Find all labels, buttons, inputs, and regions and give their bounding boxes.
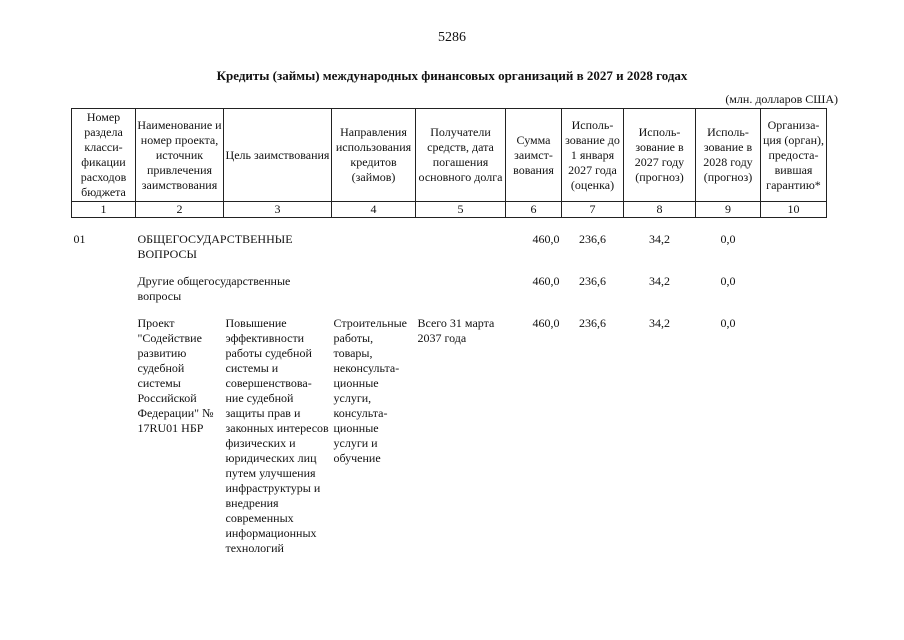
column-number: 10 (761, 202, 827, 218)
used-2028-cell: 0,0 (720, 274, 736, 288)
header-cell-4: Направления использования кредитов (займов) (332, 109, 416, 202)
header-row (72, 109, 827, 202)
column-number-row (72, 202, 827, 218)
header-cell-1: Номер раздела класси-фикации расходов бюджета (72, 109, 136, 202)
used-2028-cell: 0,0 (720, 232, 736, 246)
loans-table (71, 108, 827, 556)
header-cell-6: Сумма заимст-вования (506, 109, 562, 202)
used-2027-cell: 34,2 (649, 232, 670, 246)
header-cell-5: Получатели средств, дата погашения основного долга (416, 109, 506, 202)
amount-cell: 460,0 (532, 232, 560, 246)
header-cell-2: Наименование и номер проекта, источник привлечения заимствования (136, 109, 224, 202)
used-2027-cell: 34,2 (649, 316, 670, 330)
guarantor-cell (761, 274, 827, 304)
directions-cell (332, 274, 416, 304)
section-code: 01 (73, 232, 86, 246)
column-number: 6 (506, 202, 562, 218)
used-before-cell: 236,6 (579, 232, 606, 246)
table-row (72, 316, 827, 556)
recipients-cell (416, 232, 506, 262)
column-number: 3 (224, 202, 332, 218)
table-title: Кредиты (займы) международных финансовых организаций в 2027 и 2028 годах (216, 68, 688, 83)
recipients-cell: Всего 31 марта 2037 года (417, 316, 495, 345)
header-cell-9: Исполь-зование в 2028 году (прогноз) (696, 109, 761, 202)
header-cell-7: Исполь-зование до 1 января 2027 года (оценка) (562, 109, 624, 202)
section-code (72, 274, 136, 304)
directions-cell: Строительные работы, товары, неконсульта-ционные услуги, консульта-ционные услуги и обучение (333, 316, 407, 465)
section-code (72, 316, 136, 556)
table-row (72, 274, 827, 304)
units-note: (млн. долларов США) (725, 92, 838, 106)
project-name-cell: Проект "Содействие развитию судебной системы Российской Федерации" № 17RU01 НБР (137, 316, 214, 435)
row-name: ОБЩЕГОСУДАРСТВЕННЫЕ ВОПРОСЫ (137, 232, 293, 261)
row-name: Другие общегосударственные вопросы (137, 274, 291, 303)
used-before-cell: 236,6 (579, 274, 606, 288)
column-number: 1 (72, 202, 136, 218)
column-number: 2 (136, 202, 224, 218)
used-before-cell: 236,6 (579, 316, 606, 330)
header-cell-3: Цель заимствования (224, 109, 332, 202)
amount-cell: 460,0 (532, 274, 560, 288)
column-number: 9 (696, 202, 761, 218)
guarantor-cell (761, 232, 827, 262)
directions-cell (332, 232, 416, 262)
used-2028-cell: 0,0 (720, 316, 736, 330)
column-number: 5 (416, 202, 506, 218)
used-2027-cell: 34,2 (649, 274, 670, 288)
header-cell-10: Организа-ция (орган), предоста-вившая гарантию* (761, 109, 827, 202)
column-number: 4 (332, 202, 416, 218)
purpose-cell: Повышение эффективности работы судебной системы и совершенствова-ние судебной защиты прав и законных интересов физических и юридических лиц путем улучшения инфраструктуры и внедрения современных информационных технологий (225, 316, 329, 555)
guarantor-cell (761, 316, 827, 556)
column-number: 8 (624, 202, 696, 218)
header-cell-8: Исполь-зование в 2027 году (прогноз) (624, 109, 696, 202)
page-number: 5286 (438, 30, 466, 45)
table-row (72, 232, 827, 262)
column-number: 7 (562, 202, 624, 218)
recipients-cell (416, 274, 506, 304)
amount-cell: 460,0 (532, 316, 560, 330)
